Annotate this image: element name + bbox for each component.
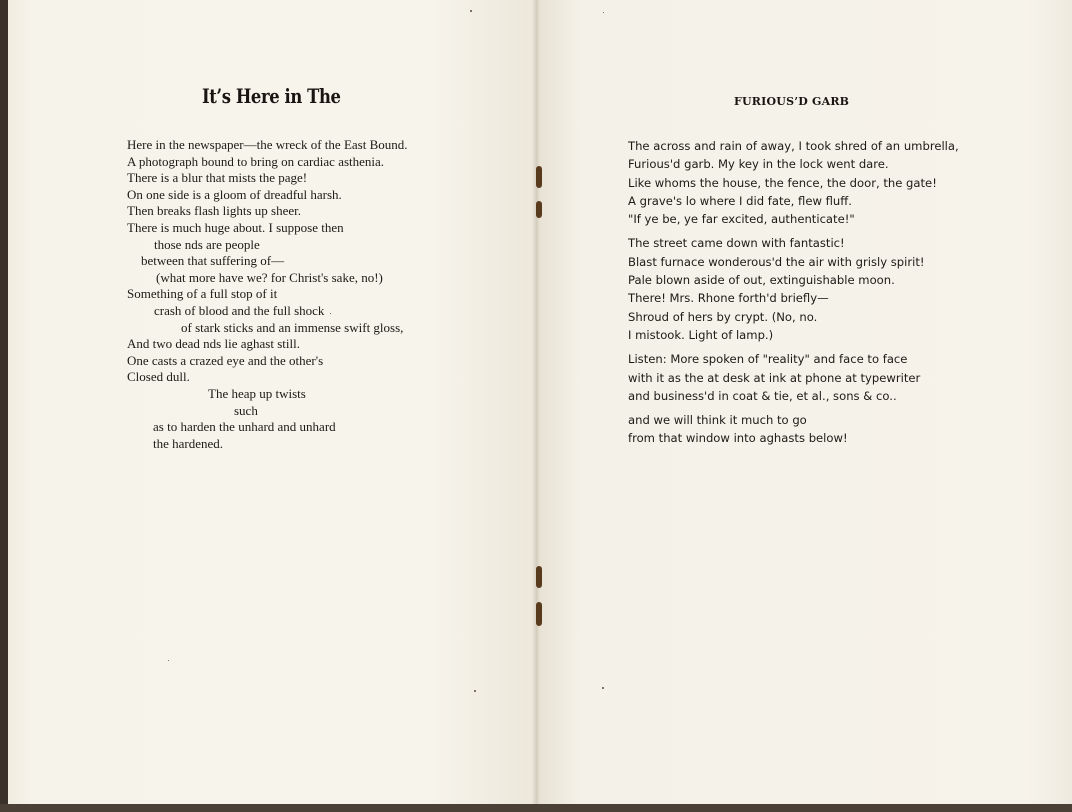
paper-speck	[602, 687, 604, 689]
poem-line: The street came down with fantastic!	[628, 236, 845, 251]
page-edge	[0, 0, 8, 812]
staple-hole	[536, 201, 542, 218]
poem-line: Listen: More spoken of "reality" and face to face	[628, 352, 908, 367]
paper-speck	[474, 690, 476, 692]
right-poem	[628, 137, 1058, 448]
poem-line: The heap up twists	[208, 385, 306, 401]
left-page-title: It’s Here in The	[202, 84, 341, 108]
poem-line: of stark sticks and an immense swift gloss,	[181, 319, 404, 335]
poem-line: "If ye be, ye far excited, authenticate!"	[628, 212, 855, 227]
poem-line: There is much huge about. I suppose then	[127, 219, 344, 235]
paper-speck	[168, 660, 169, 661]
poem-line: The across and rain of away, I took shred of an umbrella,	[628, 139, 959, 153]
left-poem	[127, 137, 527, 452]
poem-line: There! Mrs. Rhone forth'd briefly—	[628, 291, 829, 306]
poem-line: Pale blown aside of out, extinguishable moon.	[628, 273, 895, 288]
poem-line: Then breaks flash lights up sheer.	[127, 203, 302, 219]
poem-line: with it as the at desk at ink at phone at typewriter	[628, 370, 921, 385]
poem-line: Shroud of hers by crypt. (No, no.	[628, 309, 818, 324]
book-spine	[532, 0, 540, 812]
staple-hole	[536, 166, 542, 188]
poem-line: such	[234, 402, 258, 418]
poem-line: Blast furnace wonderous'd the air with grisly spirit!	[628, 254, 925, 269]
page-edge	[0, 804, 1072, 812]
poem-line: And two dead nds lie aghast still.	[127, 336, 300, 352]
right-page-title: FURIOUS’D GARB	[734, 95, 850, 108]
poem-line: as to harden the unhard and unhard	[153, 419, 336, 435]
poem-line: One casts a crazed eye and the other's	[127, 352, 324, 368]
poem-line: the hardened.	[153, 435, 224, 451]
poem-line: (what more have we? for Christ's sake, no!)	[156, 269, 383, 285]
staple-hole	[536, 602, 542, 626]
paper-speck	[603, 12, 604, 13]
poem-line: from that window into aghasts below!	[628, 431, 848, 446]
stanza	[628, 350, 1058, 405]
staple-hole	[536, 566, 542, 588]
poem-line: Furious'd garb. My key in the lock went dare.	[628, 157, 889, 172]
poem-line: There is a blur that mists the page!	[127, 170, 308, 186]
poem-line: those nds are people	[154, 236, 260, 252]
stanza	[628, 234, 1058, 344]
poem-line: Here in the newspaper—the wreck of the East Bound.	[127, 137, 408, 152]
poem-line: crash of blood and the full shock	[154, 302, 325, 318]
poem-line: and business'd in coat & tie, et al., sons & co..	[628, 388, 897, 403]
poem-line: Like whoms the house, the fence, the door, the gate!	[628, 175, 937, 190]
poem-line: A photograph bound to bring on cardiac asthenia.	[127, 153, 385, 169]
stanza	[628, 137, 1058, 228]
poem-line: On one side is a gloom of dreadful harsh.	[127, 186, 342, 202]
poem-line: I mistook. Light of lamp.)	[628, 327, 774, 342]
poem-line: Something of a full stop of it	[127, 286, 278, 302]
poem-line: and we will think it much to go	[628, 413, 807, 428]
poem-line: Closed dull.	[127, 369, 190, 385]
poem-line: A grave's lo where I did fate, flew fluff.	[628, 193, 852, 208]
paper-speck	[470, 10, 472, 12]
poem-line: between that suffering of—	[141, 253, 285, 269]
paper-speck	[330, 313, 331, 314]
stanza	[628, 411, 1058, 448]
